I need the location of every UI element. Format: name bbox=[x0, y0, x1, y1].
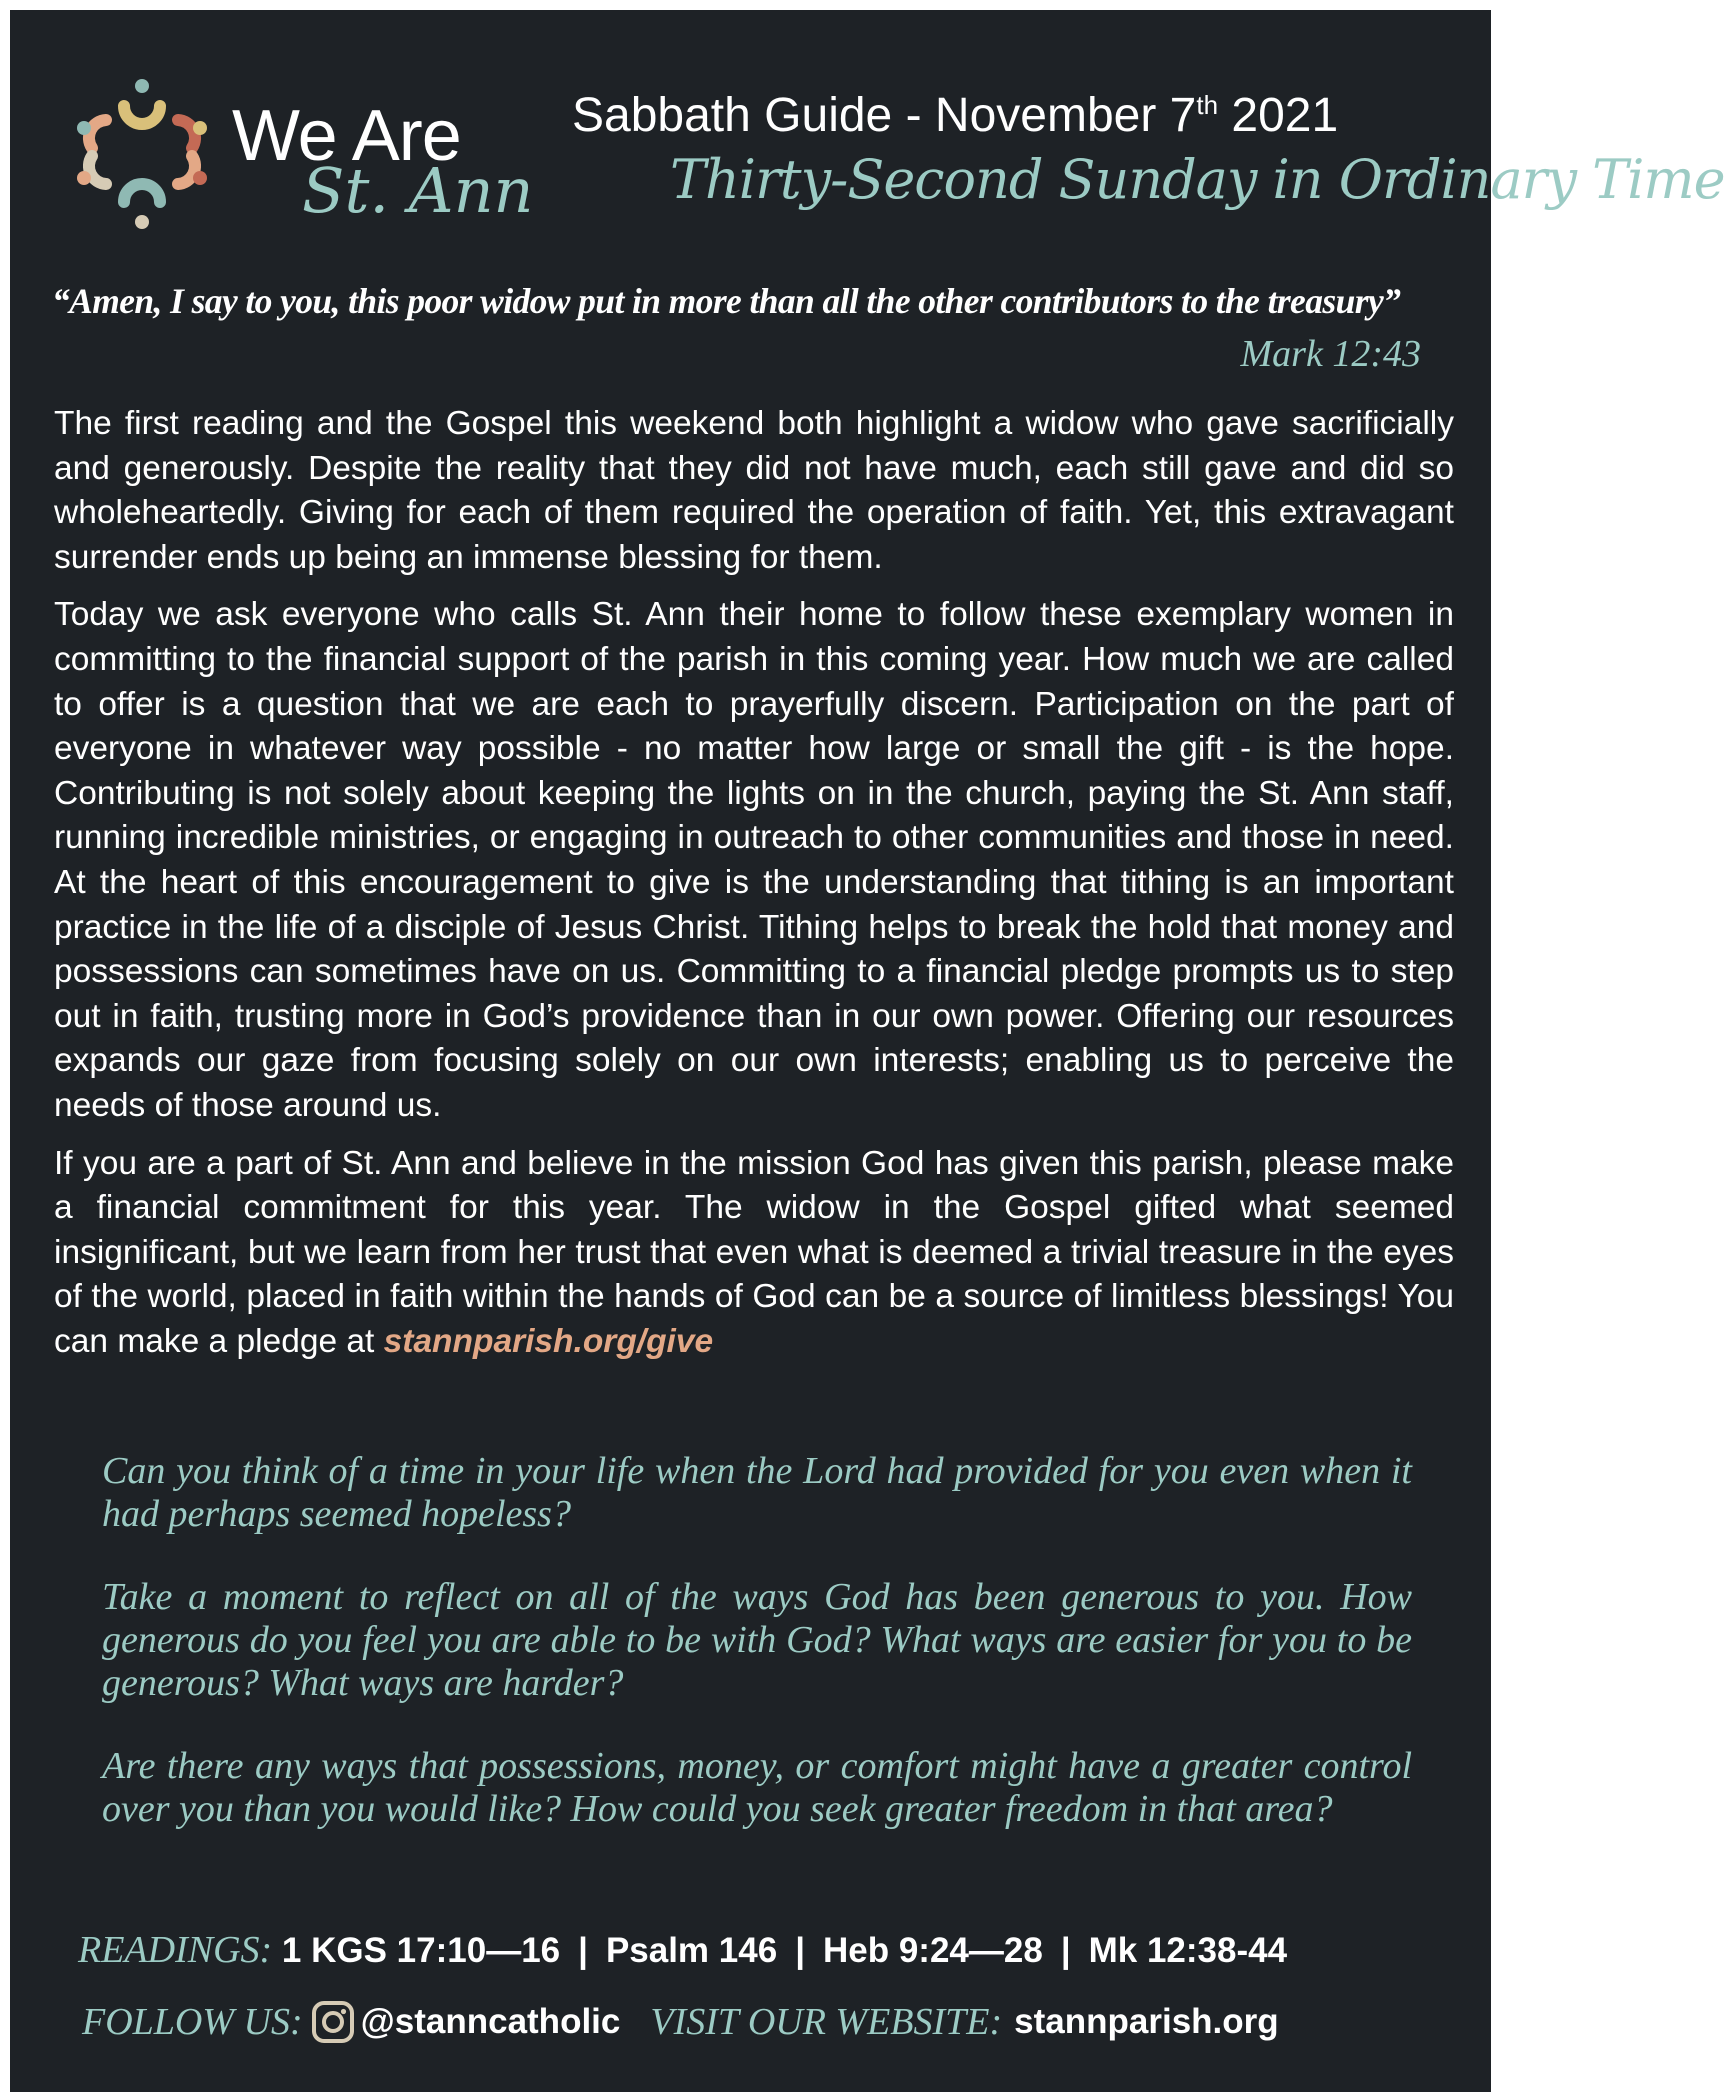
readings-line bbox=[78, 1928, 1287, 1972]
visit-website-label: VISIT OUR WEBSITE: bbox=[650, 2001, 1003, 2043]
reflection-questions bbox=[102, 1450, 1412, 1871]
reflection-question: Can you think of a time in your life when the Lord had provided for you even when it had perhaps seemed hopeless? bbox=[102, 1450, 1412, 1535]
instagram-handle[interactable]: @stanncatholic bbox=[360, 2002, 621, 2041]
logo-st-ann-text: St. Ann bbox=[302, 154, 534, 227]
logo-we-are-text: We Are bbox=[232, 96, 461, 176]
give-link[interactable]: stannparish.org/give bbox=[383, 1322, 714, 1360]
scripture-reference: Mark 12:43 bbox=[1240, 333, 1421, 375]
reading-item: 1 KGS 17:10—16 bbox=[281, 1931, 561, 1970]
body-text bbox=[54, 402, 1454, 1377]
reflection-question: Are there any ways that possessions, money, or comfort might have a greater control over you than you would like? How could you seek greater freedom in that area? bbox=[102, 1745, 1412, 1830]
separator: | bbox=[1060, 1931, 1071, 1970]
reading-item: Mk 12:38-44 bbox=[1088, 1931, 1288, 1970]
follow-label: FOLLOW US: bbox=[82, 2001, 303, 2043]
title-year: 2021 bbox=[1218, 89, 1339, 142]
reflection-question: Take a moment to reflect on all of the ways God has been generous to you. How generous do you feel you are able to be with God? What ways are easier for you to be generous? What ways are harder? bbox=[102, 1576, 1412, 1704]
readings-label: READINGS: bbox=[78, 1929, 273, 1971]
separator: | bbox=[578, 1931, 588, 1970]
logo-sunburst-icon bbox=[62, 72, 222, 232]
reading-item: Heb 9:24—28 bbox=[822, 1931, 1043, 1970]
body-paragraph-2: Today we ask everyone who calls St. Ann their home to follow these exemplary women in committing to the financial support of the parish in this coming year. How much we are called to offer is a question that we are each to prayerfully discern. Participation on the part of everyone in whatever way possible - no matter how large or small the gift - is the hope. Contributing is not solely about keeping the lights on in the church, paying the St. Ann staff, running incredible ministries, or engaging in outreach to other communities and those in need. At the heart of this encouragement to give is the understanding that tithing is an important practice in the life of a disciple of Jesus Christ. Tithing helps to break the hold that money and possessions can sometimes have on us. Committing to a financial pledge prompts us to step out in faith, trusting more in God’s providence than in our own power. Offering our resources expands our gaze from focusing solely on our own interests; enabling us to perceive the needs of those around us. bbox=[54, 596, 1454, 1124]
page-subtitle: Thirty-Second Sunday in Ordinary Time bbox=[670, 148, 1725, 211]
sabbath-guide-card bbox=[10, 10, 1725, 2092]
body-paragraph-3 bbox=[54, 1142, 1454, 1365]
title-superscript: th bbox=[1196, 90, 1219, 120]
body-paragraph-3-text: If you are a part of St. Ann and believe in the mission God has given this parish, please make a financial commitment for this year. The widow in the Gospel gifted what seemed insignificant, but we learn from her trust that even what is deemed a trivial treasure in the eyes of the world, placed in faith within the hands of God can be a source of limitless blessings! You can make a pledge at bbox=[54, 1144, 1454, 1360]
separator: | bbox=[795, 1931, 805, 1970]
reading-item: Psalm 146 bbox=[605, 1931, 778, 1970]
page-title bbox=[572, 90, 1338, 143]
scripture-quote: “Amen, I say to you, this poor widow put in more than all the other contributors to the treasury” bbox=[52, 281, 1401, 321]
follow-line bbox=[82, 2000, 1279, 2044]
website-link[interactable]: stannparish.org bbox=[1014, 2002, 1279, 2041]
body-paragraph-1: The first reading and the Gospel this weekend both highlight a widow who gave sacrificially and generously. Despite the reality that they did not have much, each still gave and did so wholeheartedly. Giving for each of them required the operation of faith. Yet, this extravagant surrender ends up being an immense blessing for them. bbox=[54, 405, 1454, 576]
title-main: Sabbath Guide - November 7 bbox=[572, 89, 1197, 142]
instagram-icon[interactable] bbox=[311, 2000, 355, 2044]
